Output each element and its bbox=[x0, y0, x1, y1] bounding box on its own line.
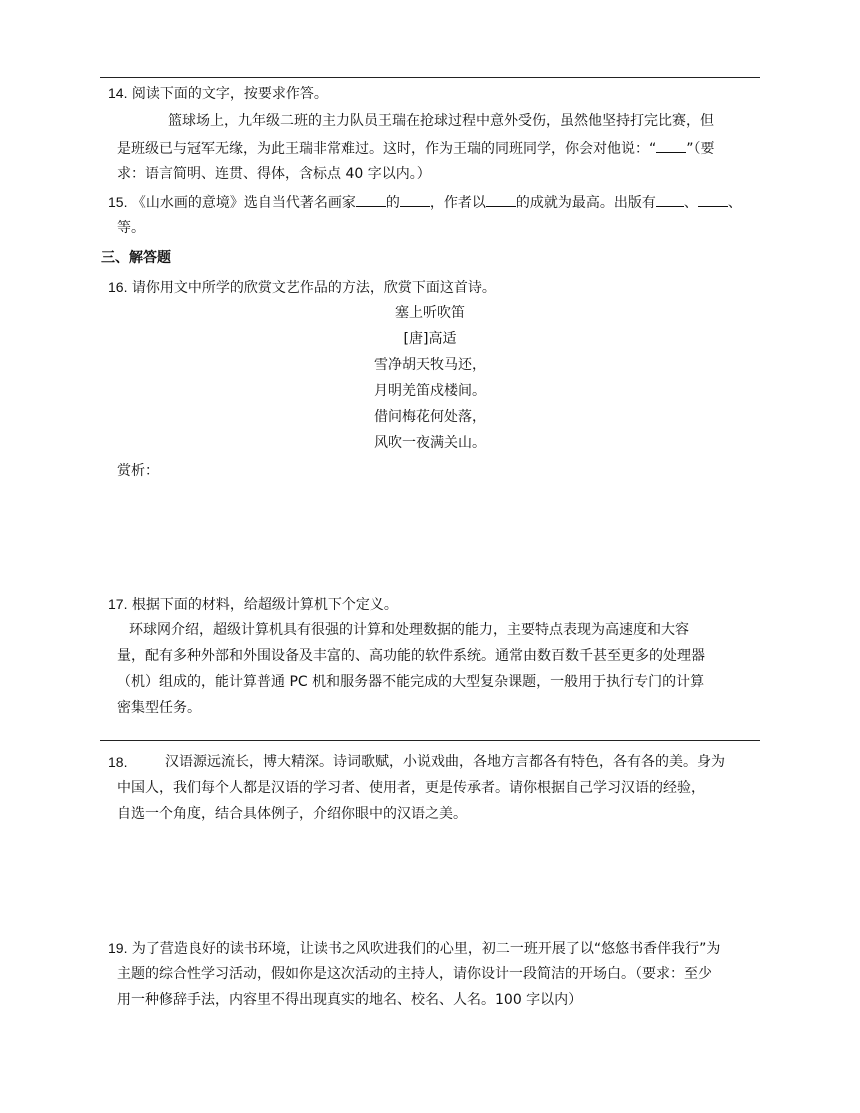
question-prompt: 根据下面的材料，给超级计算机下个定义。 bbox=[131, 597, 398, 613]
q17-material-line-1: 环球网介绍，超级计算机具有很强的计算和处理数据的能力，主要特点表现为高速度和大容 bbox=[129, 622, 689, 638]
answer-label: 赏析： bbox=[117, 463, 159, 479]
poem-title: 塞上听吹笛 bbox=[395, 305, 465, 321]
answer-blank[interactable] bbox=[698, 191, 728, 207]
answer-blank[interactable] bbox=[656, 137, 686, 153]
question-prompt: 请你用文中所学的欣赏文艺作品的方法，欣赏下面这首诗。 bbox=[131, 280, 496, 296]
answer-space[interactable] bbox=[117, 830, 757, 930]
q19-line-3: 用一种修辞手法，内容里不得出现真实的地名、校名、人名。100 字以内） bbox=[117, 992, 583, 1008]
question-19: 19. 为了营造良好的读书环境，让读书之风吹进我们的心里，初二一班开展了以“悠悠书香伴我行”为 bbox=[108, 940, 721, 957]
question-number: 16. bbox=[108, 279, 128, 295]
section-heading: 三、解答题 bbox=[101, 250, 171, 266]
poem-author: [唐]高适 bbox=[403, 331, 457, 347]
q18-line-2: 中国人，我们每个人都是汉语的学习者、使用者，更是传承者。请你根据自己学习汉语的经验， bbox=[117, 780, 705, 796]
answer-blank[interactable] bbox=[486, 191, 516, 207]
poem-line: 雪净胡天牧马还， bbox=[374, 357, 486, 373]
q14-passage-line-2: 是班级已与冠军无缘，为此王瑞非常难过。这时，作为王瑞的同班同学，你会对他说：“ ”（要 bbox=[117, 137, 715, 159]
question-15: 15. 《山水画的意境》选自当代著名画家 的 ，作者以 的成就为最高。出版有 、 、 bbox=[108, 191, 742, 213]
q15-line-2: 等。 bbox=[117, 220, 145, 236]
q17-material-line-3: （机）组成的，能计算普通 PC 机和服务器不能完成的大型复杂课题，一般用于执行专门的计算 bbox=[117, 674, 705, 690]
q14-passage-line-1: 篮球场上，九年级二班的主力队员王瑞在抢球过程中意外受伤，虽然他坚持打完比赛，但 bbox=[168, 113, 714, 129]
q17-material-line-4: 密集型任务。 bbox=[117, 700, 201, 716]
question-17 bbox=[108, 594, 398, 615]
poem-line: 风吹一夜满关山。 bbox=[374, 435, 486, 451]
answer-blank[interactable] bbox=[356, 191, 386, 207]
q18-line-1: 汉语源远流长，博大精深。诗词歌赋，小说戏曲，各地方言都各有特色，各有各的美。身为 bbox=[165, 754, 725, 770]
answer-space[interactable] bbox=[117, 485, 757, 585]
question-number: 18. bbox=[108, 754, 128, 770]
answer-blank[interactable] bbox=[400, 191, 430, 207]
question-number: 14. bbox=[108, 85, 128, 101]
top-divider bbox=[100, 77, 760, 78]
answer-line[interactable] bbox=[100, 740, 760, 741]
poem-line: 借问梅花何处落， bbox=[374, 409, 486, 425]
q18-line-3: 自选一个角度，结合具体例子，介绍你眼中的汉语之美。 bbox=[117, 806, 467, 822]
question-number: 15. bbox=[108, 194, 128, 210]
q19-line-2: 主题的综合性学习活动，假如你是这次活动的主持人，请你设计一段简洁的开场白。（要求：至少 bbox=[117, 966, 712, 982]
answer-blank[interactable] bbox=[656, 191, 684, 207]
question-18 bbox=[108, 752, 127, 773]
question-14 bbox=[108, 83, 328, 104]
q14-passage-line-3: 求：语言简明、连贯、得体，含标点 40 字以内。） bbox=[117, 166, 431, 182]
q17-material-line-2: 量，配有多种外部和外围设备及丰富的、高功能的软件系统。通常由数百数千甚至更多的处理器 bbox=[117, 648, 705, 664]
question-prompt: 阅读下面的文字，按要求作答。 bbox=[131, 86, 328, 102]
poem-line: 月明羌笛戍楼间。 bbox=[374, 383, 486, 399]
question-number: 17. bbox=[108, 596, 128, 612]
question-16 bbox=[108, 277, 496, 298]
question-number: 19. bbox=[108, 940, 128, 956]
